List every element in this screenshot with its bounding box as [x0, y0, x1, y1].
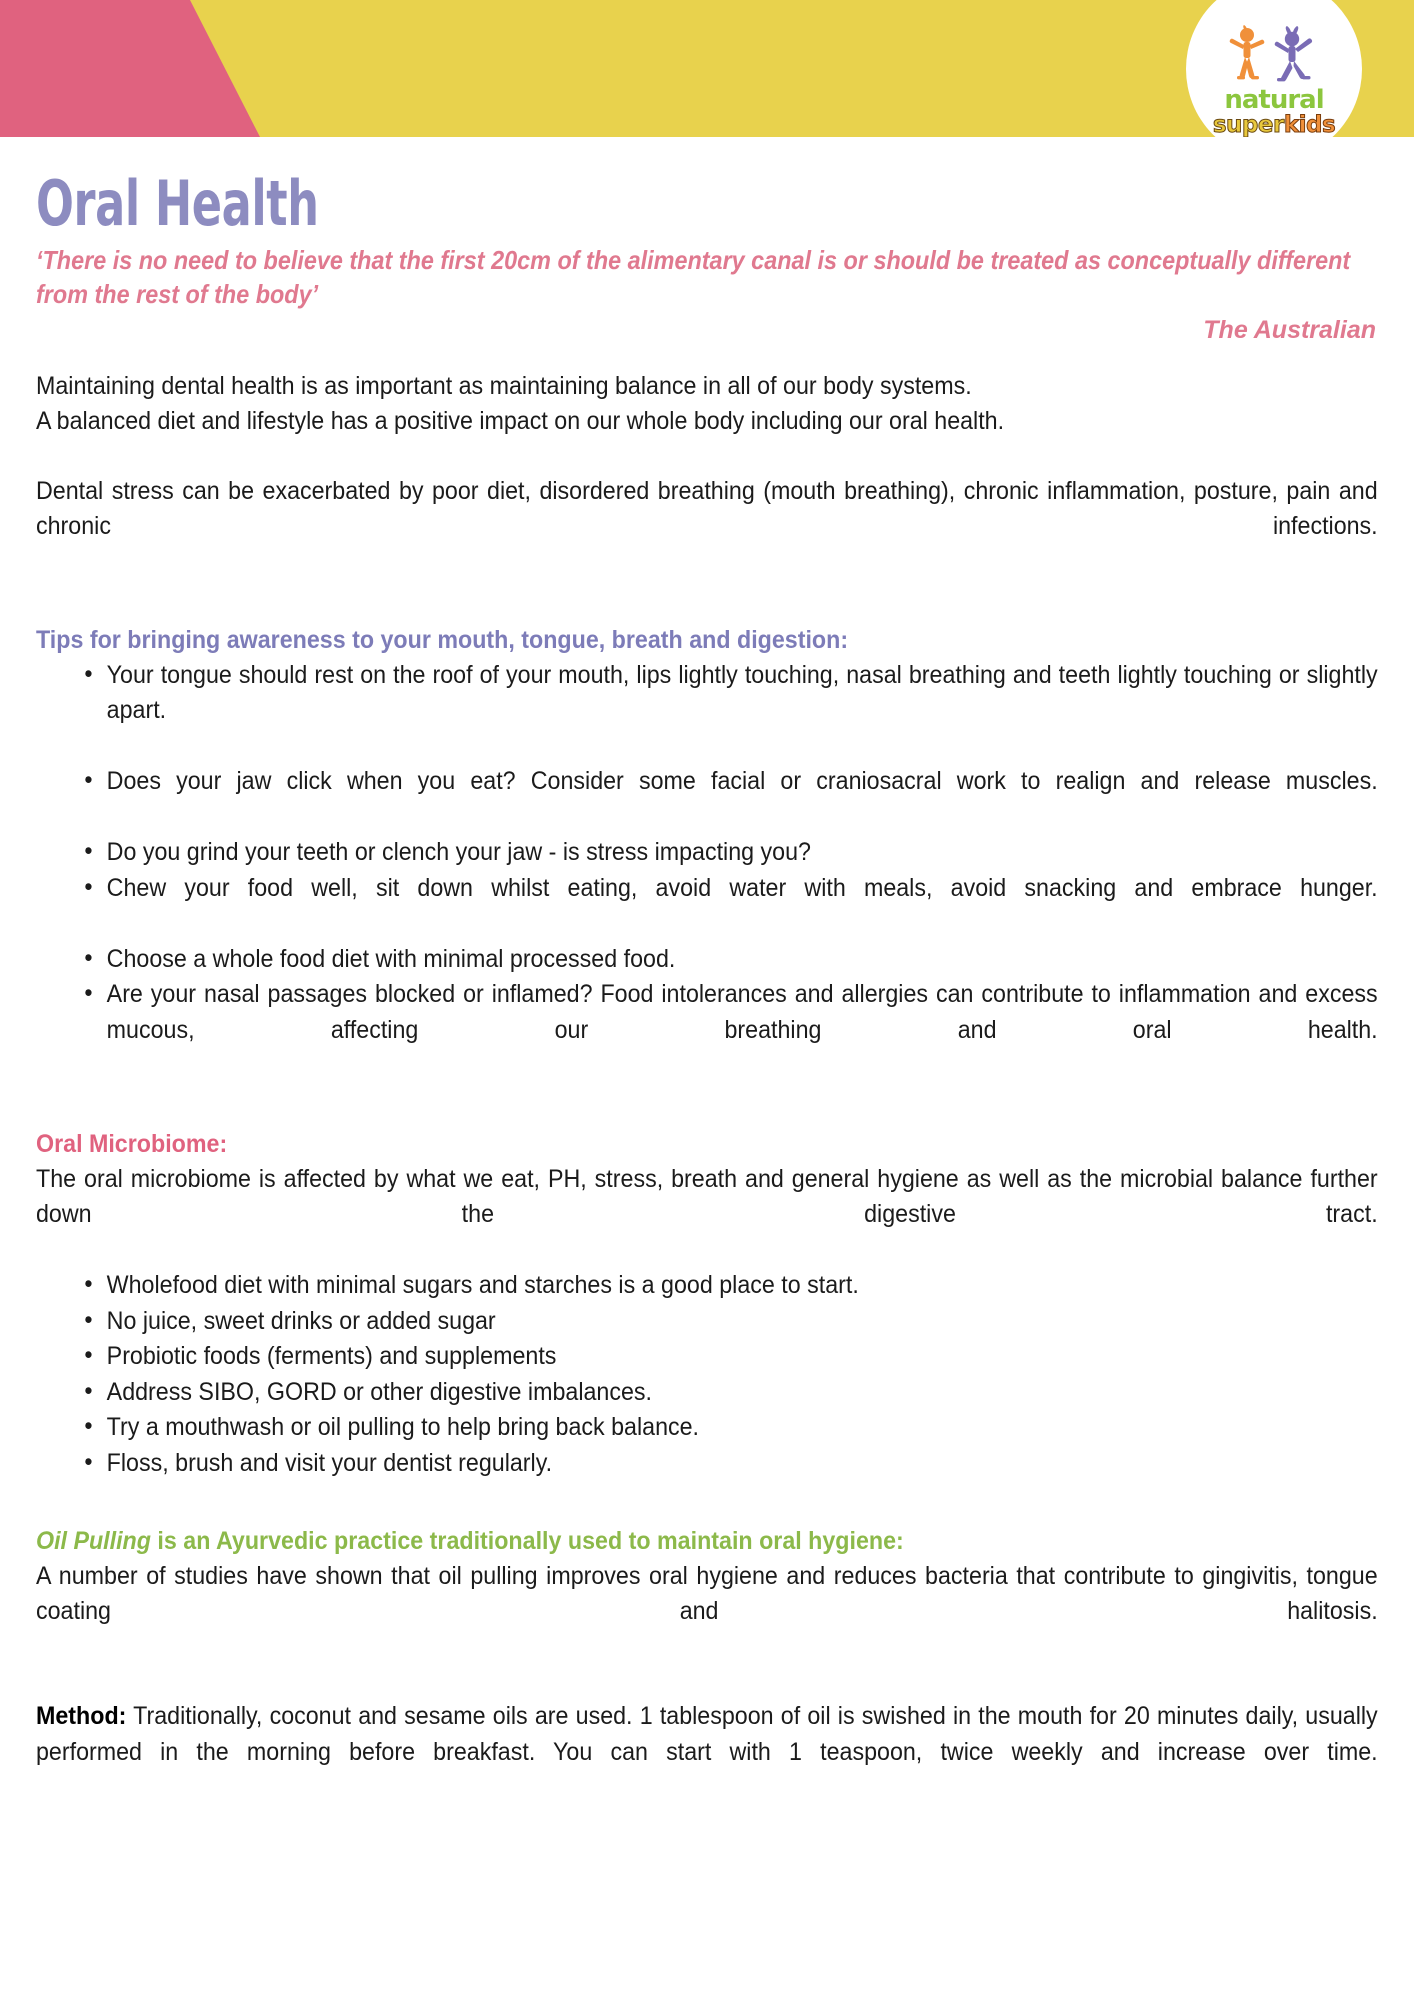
intro-line-2: A balanced diet and lifestyle has a positive impact on our whole body including our oral health. — [36, 407, 1005, 436]
header-pink-wedge — [0, 0, 260, 137]
list-item: • Chew your food well, sit down whilst eating, avoid water with meals, avoid snacking and embrace hunger. — [84, 871, 1377, 942]
jumping-kids-icon — [1220, 24, 1328, 86]
heading-oil-pulling-rest: is an Ayurvedic practice traditionally used to maintain oral hygiene: — [150, 1527, 904, 1556]
list-item: • Address SIBO, GORD or other digestive imbalances. — [84, 1375, 1377, 1411]
intro-line-1: Maintaining dental health is as important as maintaining balance in all of our body systems. — [36, 371, 972, 400]
spacer — [36, 1665, 1378, 1699]
list-item: • Choose a whole food diet with minimal processed food. — [84, 942, 1377, 978]
spacer — [36, 1084, 1378, 1128]
heading-tips: Tips for bringing awareness to your mouth, tongue, breath and digestion: — [36, 626, 849, 655]
list-item: • Floss, brush and visit your dentist regularly. — [84, 1446, 1377, 1482]
heading-oral-microbiome: Oral Microbiome: — [36, 1129, 228, 1158]
spacer — [36, 440, 1378, 474]
list-item: • Wholefood diet with minimal sugars and starches is a good place to start. — [84, 1268, 1377, 1304]
quote-attribution: The Australian — [1203, 315, 1376, 344]
heading-oil-pulling — [36, 1525, 1378, 1559]
document-body — [0, 137, 1414, 1806]
list-item: • No juice, sweet drinks or added sugar — [84, 1304, 1377, 1340]
method-label: Method: — [36, 1702, 127, 1731]
heading-oil-pulling-emphasis: Oil Pulling — [36, 1527, 151, 1556]
paragraph-oral-microbiome: The oral microbiome is affected by what we eat, PH, stress, breath and general hygiene as well as the microbial balance further down the digestive tract. — [36, 1164, 1378, 1229]
list-item: • Do you grind your teeth or clench your jaw - is stress impacting you? — [84, 835, 1377, 871]
brand-logo — [1186, 0, 1362, 137]
paragraph-dental-stress: Dental stress can be exacerbated by poor diet, disordered breathing (mouth breathing), chronic inflammation, posture, pain and chronic infections. — [36, 476, 1378, 541]
logo-wordmark-natural: natural — [1224, 84, 1324, 115]
list-item: • Try a mouthwash or oil pulling to help bring back balance. — [84, 1410, 1377, 1446]
method-body: Traditionally, coconut and sesame oils are used. 1 tablespoon of oil is swished in the mouth for 20 minutes daily, usually performed in the morning before breakfast. You can start with 1 teaspoon, twice weekly and increase over time. — [36, 1702, 1378, 1766]
spacer — [36, 1481, 1378, 1525]
paragraph-method — [36, 1699, 1378, 1806]
list-item: • Your tongue should rest on the roof of your mouth, lips lightly touching, nasal breathing and teeth lightly touching or slightly apart. — [84, 658, 1377, 765]
spacer — [36, 580, 1378, 624]
page-title: Oral Health — [36, 167, 319, 240]
page-header-band — [0, 0, 1414, 137]
list-item: • Are your nasal passages blocked or inflamed? Food intolerances and allergies can contribute to inflammation and excess mucous, affecting our breathing and oral health. — [84, 977, 1377, 1084]
tips-list — [36, 658, 1378, 1084]
list-item: • Probiotic foods (ferments) and supplements — [84, 1339, 1377, 1375]
list-item: • Does your jaw click when you eat? Consider some facial or craniosacral work to realign and release muscles. — [84, 764, 1377, 835]
paragraph-oil-pulling: A number of studies have shown that oil pulling improves oral hygiene and reduces bacteria that contribute to gingivitis, tongue coating and halitosis. — [36, 1561, 1378, 1626]
microbiome-list — [36, 1268, 1378, 1481]
logo-wordmark-superkids: superkids — [1212, 111, 1336, 137]
pull-quote: ‘There is no need to believe that the first 20cm of the alimentary canal is or should be treated as conceptually different from the rest of the body’ — [36, 245, 1351, 309]
